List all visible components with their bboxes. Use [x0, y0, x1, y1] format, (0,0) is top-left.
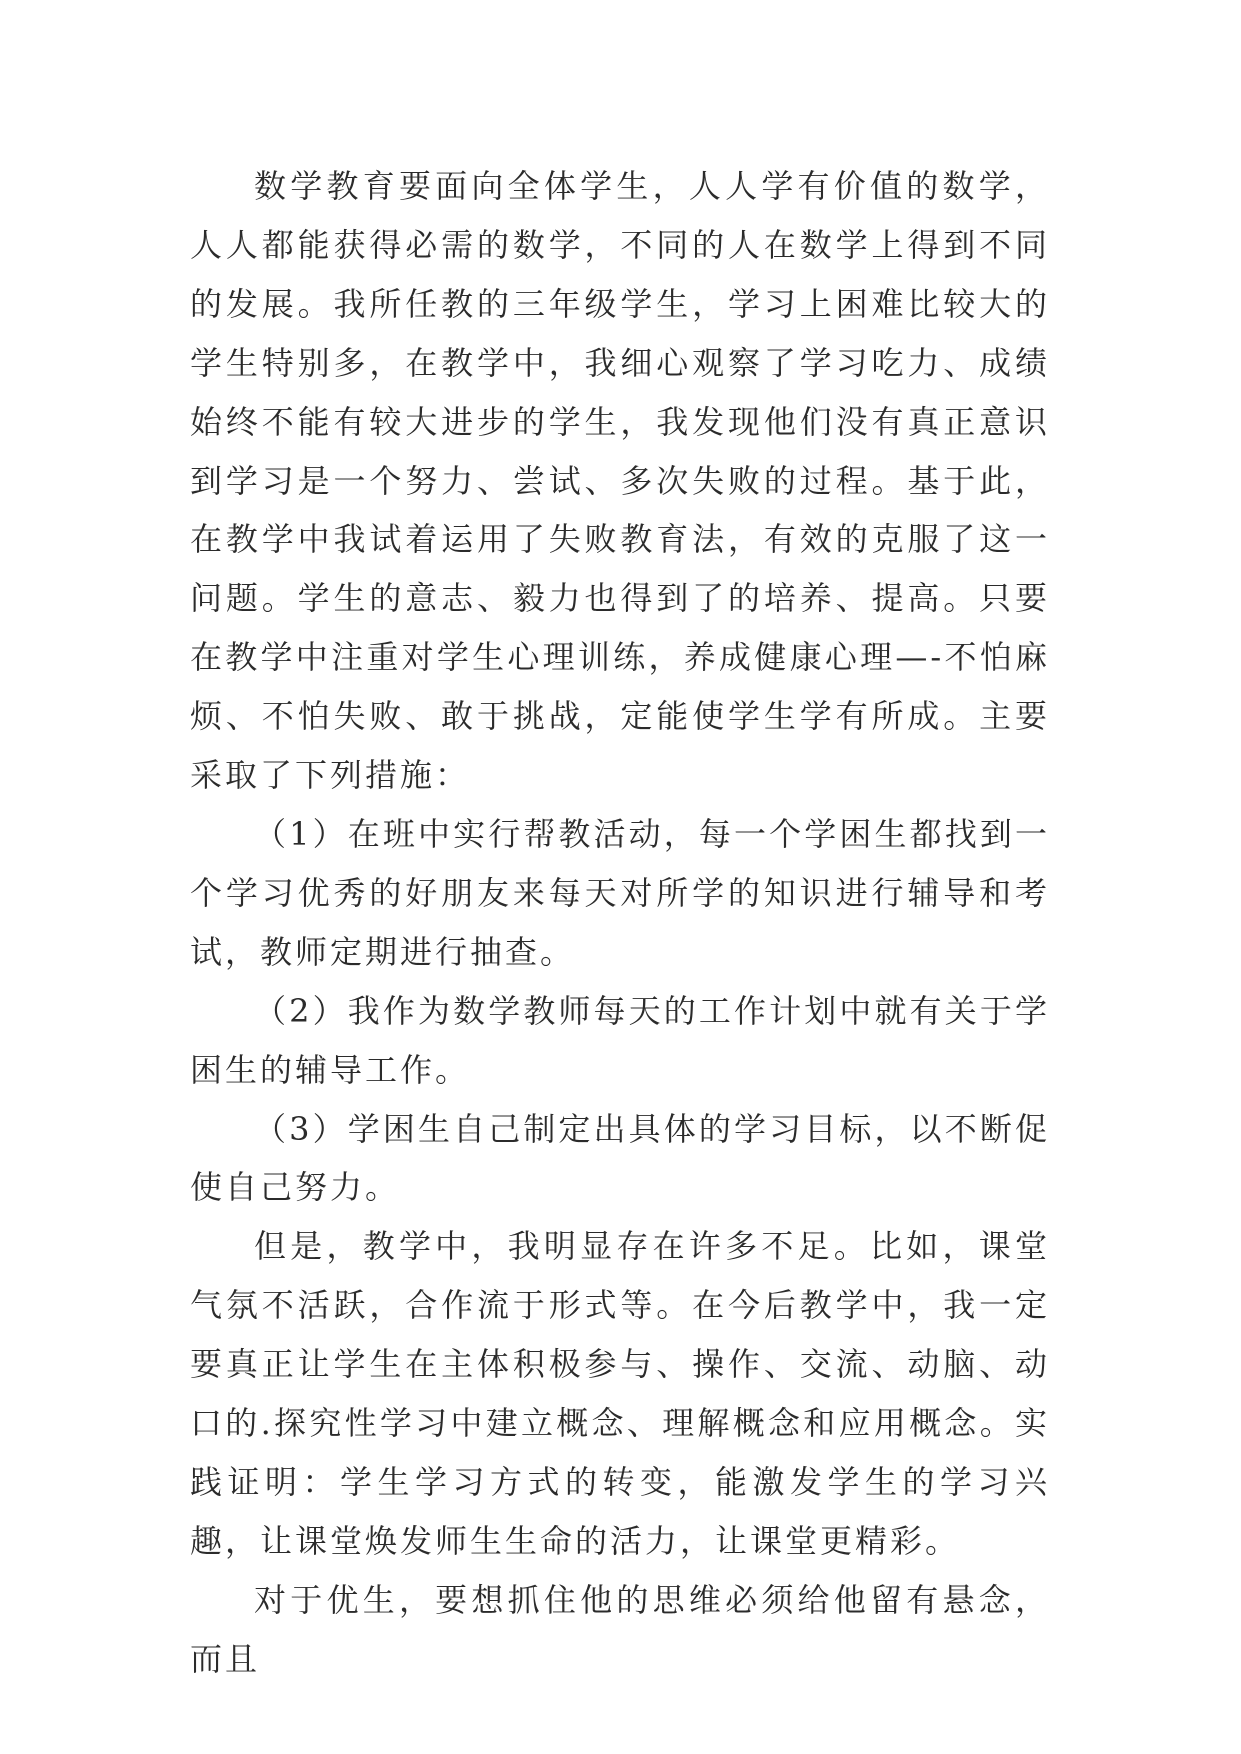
paragraph-measure-3: （3）学困生自己制定出具体的学习目标，以不断促使自己努力。	[190, 1109, 1050, 1207]
paragraph-top-students: 对于优生，要想抓住他的思维必须给他留有悬念，而且	[190, 1580, 1050, 1678]
paragraph-intro: 数学教育要面向全体学生，人人学有价值的数学，人人都能获得必需的数学，不同的人在数学上得到不同的发展。我所任教的三年级学生，学习上困难比较大的学生特别多，在教学中，我细心观察了学习吃力、成绩始终不能有较大进步的学生，我发现他们没有真正意识到学习是一个努力、尝试、多次失败的过程。基于此，在教学中我试着运用了失败教育法，有效的克服了这一问题。学生的意志、毅力也得到了的培养、提高。只要在教学中注重对学生心理训练，养成健康心理—-不怕麻烦、不怕失败、敢于挑战，定能使学生学有所成。主要采取了下列措施：	[190, 167, 1050, 795]
paragraph-measure-1: （1）在班中实行帮教活动，每一个学困生都找到一个学习优秀的好朋友来每天对所学的知识进行辅导和考试，教师定期进行抽查。	[190, 814, 1050, 971]
paragraph-shortcomings: 但是，教学中，我明显存在许多不足。比如，课堂气氛不活跃，合作流于形式等。在今后教学中，我一定要真正让学生在主体积极参与、操作、交流、动脑、动口的.探究性学习中建立概念、理解概念和应用概念。实践证明：学生学习方式的转变，能激发学生的学习兴趣，让课堂焕发师生生命的活力，让课堂更精彩。	[190, 1227, 1050, 1560]
paragraph-measure-2: （2）我作为数学教师每天的工作计划中就有关于学困生的辅导工作。	[190, 991, 1050, 1089]
document-body	[190, 157, 1050, 1689]
